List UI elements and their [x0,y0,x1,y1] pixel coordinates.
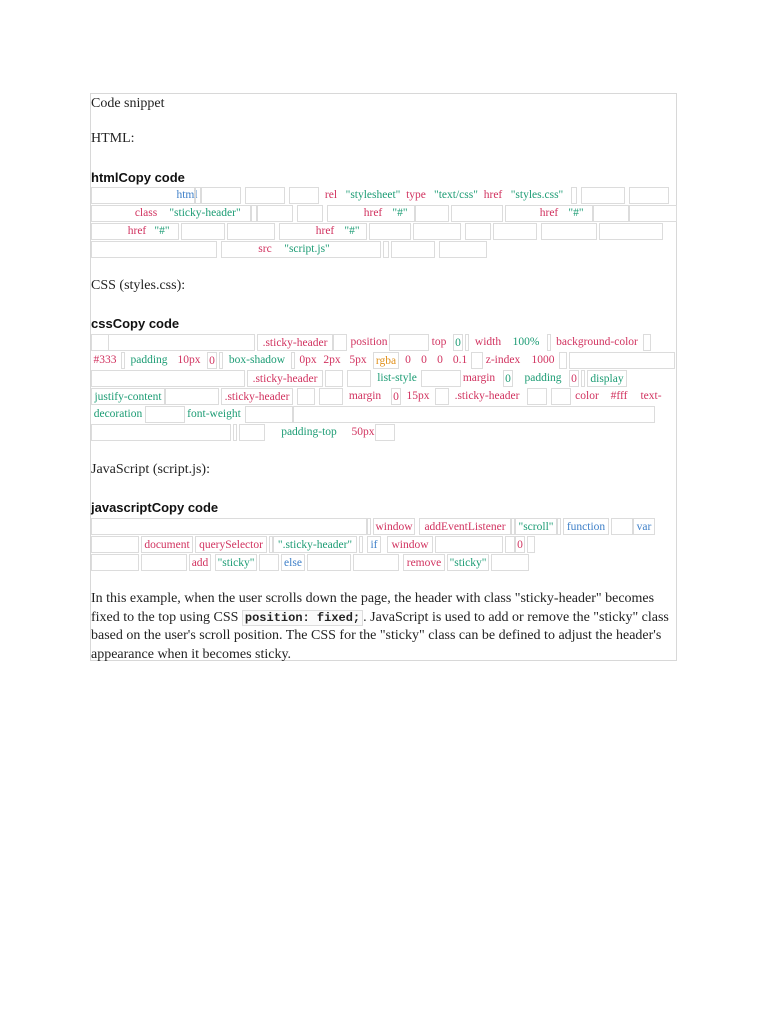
code-token: "styles.css" [510,189,564,201]
code-token: text- [640,390,662,402]
js-copy-button[interactable]: Copy code [151,500,219,515]
css-code-row-6 [91,424,678,442]
code-token: #333 [93,354,117,366]
code-token: font-weight [187,408,241,420]
code-token: "stylesheet" [345,189,401,201]
code-token: margin [462,372,496,384]
code-token: 0 [437,354,443,366]
code-token: href [539,207,559,219]
code-token: 0 [453,334,463,351]
code-token: "sticky" [215,554,257,571]
css-code-row-2 [91,352,678,370]
html-code-row-2 [91,205,678,223]
code-token: 0 [569,370,579,387]
code-token: .sticky-header [221,388,293,405]
code-token: href [127,225,147,237]
js-heading: JavaScript (script.js): [91,462,210,477]
code-token: var [633,518,655,535]
code-token: 0 [421,354,427,366]
code-token: remove [403,554,445,571]
html-lang-label: html [91,170,119,185]
html-heading: HTML: [91,131,135,146]
code-token: 1000 [531,354,555,366]
code-token: margin [348,390,382,402]
html-code-row-3 [91,223,678,241]
js-lang-label: javascript [91,500,152,515]
code-token: querySelector [195,536,267,553]
code-token: add [189,554,211,571]
code-token: .sticky-header [454,390,520,402]
code-token: background-color [556,336,638,348]
code-token: href [483,189,503,201]
code-token: src [258,243,272,255]
code-token: "#" [392,207,408,219]
html-code-row-4 [91,241,678,259]
code-token: rel [324,189,338,201]
css-code-row-1 [91,334,678,352]
code-token: box-shadow [228,354,286,366]
doc-title: Code snippet [91,96,165,111]
code-token: justify-content [91,388,165,405]
code-token: 15px [406,390,430,402]
code-token: document [141,536,193,553]
code-token: 10px [177,354,201,366]
code-token: "#" [568,207,584,219]
code-token: href [315,225,335,237]
css-code-header [91,316,179,331]
code-token: class [134,207,158,219]
html-code-row-1 [91,187,678,205]
code-token: "#" [154,225,170,237]
code-token: top [431,336,447,348]
code-token: window [387,536,433,553]
code-token: 0 [405,354,411,366]
code-token: list-style [377,372,417,384]
code-token: .sticky-header [247,370,323,387]
code-token: rgba [373,352,399,369]
code-token: position [350,336,388,348]
code-token: href [363,207,383,219]
css-code-row-5 [91,406,678,424]
code-token: "scroll" [515,518,557,535]
inline-code: position: fixed; [242,610,363,626]
css-heading: CSS (styles.css): [91,278,186,293]
code-token: padding [130,354,168,366]
css-lang-label: css [91,316,113,331]
code-token: 0 [391,388,401,405]
code-token: 0 [207,352,217,369]
code-token: if [367,536,381,553]
code-token: .sticky-header [257,334,333,351]
code-token: "script.js" [284,243,330,255]
js-code-header [91,500,218,515]
code-token: color [575,390,599,402]
code-token: html [176,189,198,201]
css-copy-button[interactable]: Copy code [112,316,180,331]
code-token: "#" [344,225,360,237]
js-code-row-1 [91,518,678,536]
code-token: decoration [93,408,143,420]
html-copy-button[interactable]: Copy code [118,170,185,185]
explanation-paragraph [91,590,678,664]
code-token: function [563,518,609,535]
code-token: else [281,554,305,571]
code-token: padding [524,372,562,384]
code-token: 0 [515,536,525,553]
code-token: 100% [512,336,540,348]
code-token: type [406,189,426,201]
css-code-row-3 [91,370,678,388]
code-token: window [373,518,415,535]
js-code-row-2 [91,536,678,554]
code-token: 0.1 [452,354,468,366]
code-token: "text/css" [434,189,478,201]
document-page [90,93,677,661]
code-token: width [474,336,502,348]
code-token: addEventListener [419,518,511,535]
code-token: "sticky" [447,554,489,571]
code-token: display [587,370,627,387]
code-token: 2px [323,354,341,366]
css-code-row-4 [91,388,678,406]
paragraph-text-before: In this example, when the user scrolls down the page, the header with class "sticky-header" becomes fixed to the top using CSS [91,591,655,625]
code-token: 50px [351,426,375,438]
code-token: "sticky-header" [169,207,241,219]
code-token: ".sticky-header" [273,536,357,553]
paragraph-text-after: . JavaScript is used to add or remove the "sticky" class based on the user's scroll position. The CSS for the "sticky" class can be defined to adjust the header's appearance when it becomes sticky. [91,609,669,662]
js-code-row-3 [91,554,678,572]
code-token: z-index [485,354,521,366]
code-token: padding-top [281,426,337,438]
html-code-header [91,170,185,185]
code-token: 5px [349,354,367,366]
code-token: #fff [610,390,628,402]
code-token: 0 [503,370,513,387]
code-token: 0px [299,354,317,366]
